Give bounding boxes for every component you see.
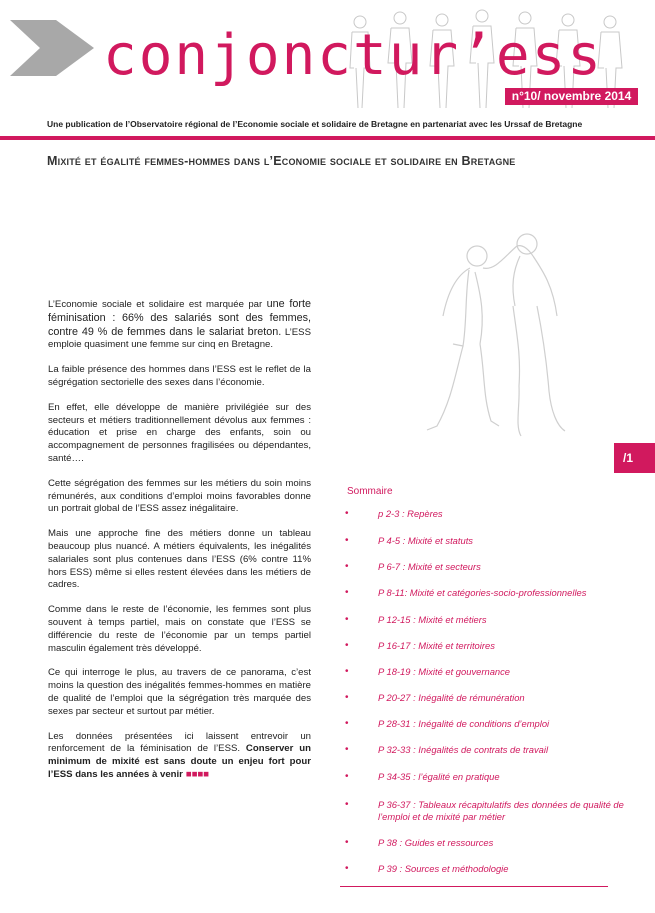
end-mark-icon: ■■■■ — [185, 768, 210, 780]
paragraph-text: L’ESS emploie quasiment une femme sur cinq en Bretagne. — [48, 326, 311, 351]
bullet-icon: • — [345, 587, 349, 598]
paragraph — [48, 731, 311, 782]
toc-item-label: P 36-37 : Tableaux récapitulatifs des données de qualité de l’emploi et de mixité par métier — [378, 799, 624, 822]
bullet-icon: • — [345, 561, 349, 572]
bullet-icon: • — [345, 771, 349, 782]
paragraph: Mais une approche fine des métiers donne un tableau beaucoup plus nuancé. A métiers équivalents, les inégalités salariales sont plus contenues dans l’ESS (6% contre 11% hors ESS) même si elles restent élevées dans les métiers de cadres. — [48, 528, 311, 591]
paragraph: Ce qui interroge le plus, au travers de ce panorama, c’est moins la question des inégalités femmes-hommes en matière de qualité de l’emploi que la ségrégation très marquée des sexes par secteur et surtout par métier. — [48, 667, 311, 717]
toc-item-label: P 32-33 : Inégalités de contrats de travail — [378, 744, 549, 755]
toc-item-label: P 38 : Guides et ressources — [378, 837, 494, 848]
paragraph — [48, 298, 311, 352]
toc-item-label: P 18-19 : Mixité et gouvernance — [378, 666, 511, 677]
toc-item-label: P 20-27 : Inégalité de rémunération — [378, 692, 525, 703]
publication-subtitle: Une publication de l’Observatoire régional de l’Economie sociale et solidaire de Bretagne en partenariat avec les Urssaf de Bretagne — [47, 119, 583, 129]
paragraph-bold: Conserver un minimum de mixité est sans doute un enjeu fort pour l’ESS dans les années à venir — [48, 743, 311, 780]
toc-item-label: P 28-31 : Inégalité de conditions d’emploi — [378, 718, 550, 729]
header-divider — [0, 136, 655, 140]
issue-badge: n°10/ novembre 2014 — [505, 88, 638, 105]
paragraph-text: L’Economie sociale et solidaire est marquée par — [48, 299, 267, 310]
bullet-icon: • — [345, 718, 349, 729]
bullet-icon: • — [345, 666, 349, 677]
bullet-icon: • — [345, 614, 349, 625]
arrow-icon — [10, 20, 100, 76]
bullet-icon: • — [345, 863, 349, 874]
paragraph: Comme dans le reste de l’économie, les femmes sont plus souvent à temps partiel, mais on constate que l’ESS se différencie du reste de l’économie par un temps partiel masculin également très développé. — [48, 604, 311, 654]
toc-item-label: p 2-3 : Repères — [378, 508, 443, 519]
toc-item-label: P 4-5 : Mixité et statuts — [378, 535, 473, 546]
bullet-icon: • — [345, 640, 349, 651]
intro-article — [48, 298, 311, 794]
dancing-couple-silhouette-icon — [425, 226, 585, 446]
toc-item-label: P 34-35 : l’égalité en pratique — [378, 771, 500, 782]
paragraph: Cette ségrégation des femmes sur les métiers du soin moins rémunérés, aux conditions d’emploi moins favorables donne un portrait global de l’ESS assez inégalitaire. — [48, 477, 311, 515]
page-number-tag: /1 — [614, 443, 655, 473]
toc-item-label: P 8-11: Mixité et catégories-socio-professionnelles — [378, 587, 587, 598]
toc-title: Sommaire — [347, 486, 393, 497]
page-title: Mixité et égalité femmes-hommes dans l’Economie sociale et solidaire en Bretagne — [47, 154, 516, 168]
paragraph: La faible présence des hommes dans l’ESS est le reflet de la ségrégation sectorielle des sexes dans l’économie. — [48, 364, 311, 388]
footer-divider — [340, 886, 608, 887]
toc-item-label: P 12-15 : Mixité et métiers — [378, 614, 487, 625]
paragraph-text: Les données présentées ici laissent entrevoir un renforcement de la féminisation de l’ESS. — [48, 730, 311, 755]
toc-item-label: P 16-17 : Mixité et territoires — [378, 640, 495, 651]
publication-logo: conjonctur’ess — [103, 23, 604, 88]
bullet-icon: • — [345, 692, 349, 703]
toc-item-label: P 6-7 : Mixité et secteurs — [378, 561, 481, 572]
bullet-icon: • — [345, 837, 349, 848]
bullet-icon: • — [345, 508, 349, 519]
bullet-icon: • — [345, 535, 349, 546]
bullet-icon: • — [345, 744, 349, 755]
paragraph-highlight: une forte féminisation : 66% des salariés sont des femmes, contre 49 % de femmes dans le salariat breton. — [48, 298, 311, 338]
paragraph: En effet, elle développe de manière privilégiée sur des secteurs et métiers traditionnellement dévolus aux femmes : éducation et prise en charge des enfants, soin ou accompagnement de personnes fragilisées ou dépendantes, santé…. — [48, 401, 311, 464]
bullet-icon: • — [345, 799, 349, 810]
toc-item-label: P 39 : Sources et méthodologie — [378, 863, 509, 874]
